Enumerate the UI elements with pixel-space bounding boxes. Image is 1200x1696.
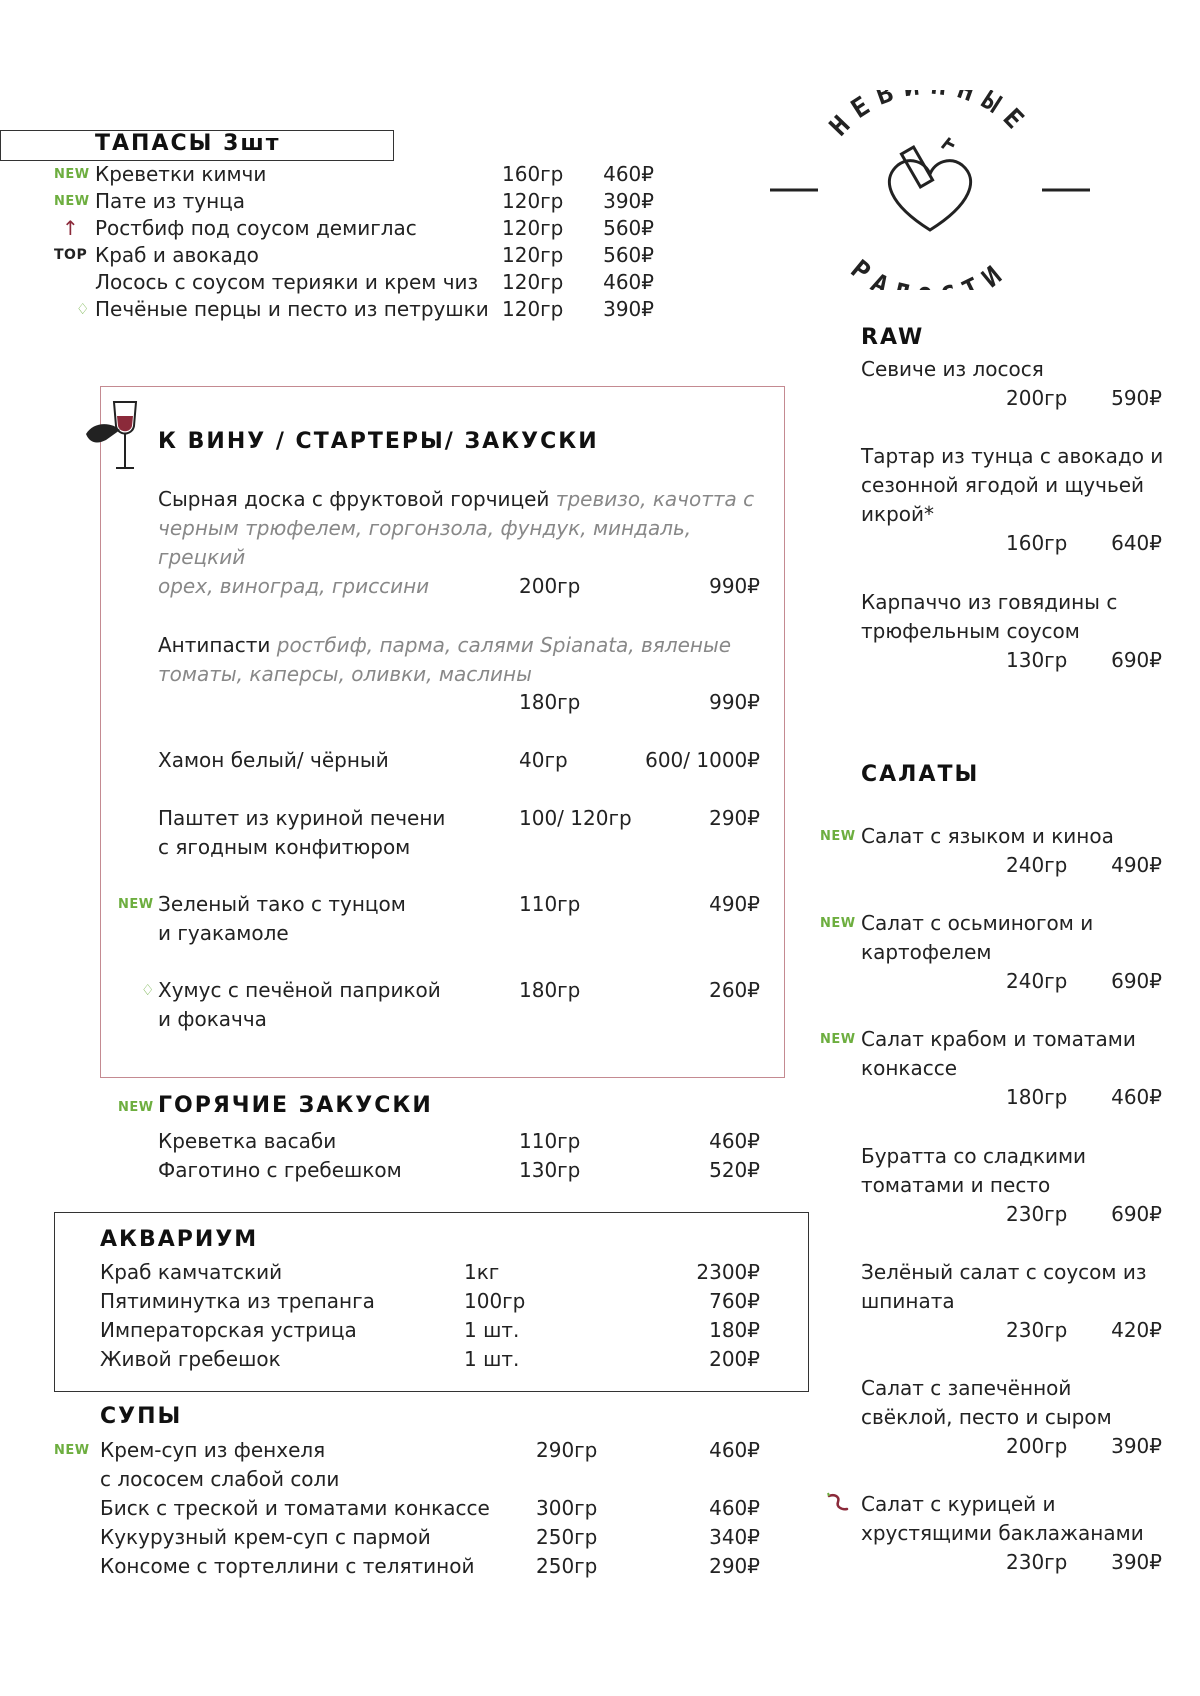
item-name: Пате из тунца (95, 189, 246, 213)
item-name: Зелёный салат с соусом из (861, 1260, 1147, 1284)
item-price: 560₽ (603, 243, 654, 267)
list-item (0, 1494, 770, 1523)
list-item (0, 1127, 770, 1156)
item-price: 390₽ (1111, 1550, 1162, 1574)
item-weight: 100/ 120гр (519, 806, 632, 830)
item-weight: 200гр (519, 574, 581, 598)
item-name: трюфельным соусом (861, 619, 1080, 643)
item-name: Салат с запечённой (861, 1376, 1072, 1400)
item-name: томатами и песто (861, 1173, 1051, 1197)
item-price: 460₽ (603, 162, 654, 186)
item-price: 690₽ (1111, 969, 1162, 993)
item-name: конкассе (861, 1056, 958, 1080)
item-weight: 180гр (1006, 1085, 1068, 1109)
item-description: ростбиф, парма, салями Spianata, вяленые (276, 633, 732, 657)
new-badge: NEW (118, 1100, 154, 1115)
list-item (0, 1345, 770, 1374)
item-name: Сырная доска с фруктовой горчицей (158, 487, 550, 511)
item-name: Креветка васаби (158, 1129, 337, 1153)
item-weight: 230гр (1006, 1318, 1068, 1342)
item-price: 390₽ (603, 297, 654, 321)
menu-item-hummus-line2 (0, 1005, 770, 1034)
item-name: Крем-суп из фенхеля (100, 1438, 326, 1462)
item-price: 460₽ (709, 1496, 760, 1520)
item-name: Краб и авокадо (95, 243, 259, 267)
item-name: Хамон белый/ чёрный (158, 748, 389, 772)
item-price: 2300₽ (696, 1260, 760, 1284)
menu-item-pate (0, 804, 770, 833)
raw-price-row (0, 529, 1170, 558)
item-weight: 230гр (1006, 1202, 1068, 1226)
item-weight: 130гр (1006, 648, 1068, 672)
item-name: икрой* (861, 502, 935, 526)
new-badge: NEW (820, 829, 856, 844)
item-price: 590₽ (1111, 386, 1162, 410)
raw-item (861, 588, 1117, 646)
logo-top-text: НЕВ НЫЕ (823, 90, 1037, 143)
item-price: 490₽ (1111, 853, 1162, 877)
item-weight: 120гр (502, 297, 564, 321)
item-weight: 230гр (1006, 1550, 1068, 1574)
item-price: 260₽ (709, 978, 760, 1002)
chili-icon (826, 1492, 850, 1519)
item-description: черным трюфелем, горгонзола, фундук, миндаль, грецкий (158, 516, 692, 569)
item-price: 990₽ (709, 574, 760, 598)
item-name: Паштет из куриной печени (158, 806, 446, 830)
item-name: Лосось с соусом терияки и крем чиз (95, 270, 479, 294)
item-name: шпината (861, 1289, 955, 1313)
item-name: Пятиминутка из трепанга (100, 1289, 375, 1313)
aquarium-title: АКВАРИУМ (100, 1227, 259, 1252)
item-price: 640₽ (1111, 531, 1162, 555)
raw-price-row (0, 384, 1170, 413)
item-price: 340₽ (709, 1525, 760, 1549)
item-price: 460₽ (709, 1129, 760, 1153)
item-name: Салат крабом и томатами (861, 1027, 1136, 1051)
item-price: 420₽ (1111, 1318, 1162, 1342)
item-weight: 110гр (519, 1129, 581, 1153)
item-price: 460₽ (603, 270, 654, 294)
item-name: Биск с треской и томатами конкассе (100, 1496, 490, 1520)
item-name: Печёные перцы и песто из петрушки (95, 297, 489, 321)
item-name: Карпаччо из говядины с (861, 590, 1118, 614)
item-name: Тартар из тунца с авокадо и (861, 444, 1164, 468)
item-description: орех, виноград, гриссини (158, 574, 430, 598)
item-name: Креветки кимчи (95, 162, 267, 186)
logo-graphic (770, 90, 1090, 290)
list-item (0, 1287, 770, 1316)
raw-title: RAW (861, 325, 925, 350)
item-name: картофелем (861, 940, 992, 964)
item-name: Салат с языком и киноа (861, 824, 1114, 848)
item-name: свёклой, песто и сыром (861, 1405, 1112, 1429)
item-weight: 100гр (464, 1289, 526, 1313)
item-weight: 120гр (502, 270, 564, 294)
item-weight: 1 шт. (464, 1318, 520, 1342)
item-weight: 200гр (1006, 386, 1068, 410)
list-item (0, 1465, 770, 1494)
item-price: 690₽ (1111, 648, 1162, 672)
item-price: 490₽ (709, 892, 760, 916)
list-item (0, 268, 700, 297)
item-weight: 110гр (519, 892, 581, 916)
item-name: Антипасти (158, 633, 271, 657)
item-weight: 130гр (519, 1158, 581, 1182)
soups-title: СУПЫ (100, 1404, 183, 1429)
item-price: 460₽ (1111, 1085, 1162, 1109)
item-weight: 1кг (464, 1260, 500, 1284)
item-name: Зеленый тако с тунцом (158, 892, 406, 916)
item-price: 690₽ (1111, 1202, 1162, 1226)
item-price: 290₽ (709, 1554, 760, 1578)
item-name: Ростбиф под соусом демиглас (95, 216, 417, 240)
item-description: томаты, каперсы, оливки, маслины (158, 662, 532, 686)
list-item (0, 1156, 770, 1185)
item-name: Императорская устрица (100, 1318, 357, 1342)
item-weight: 180гр (519, 978, 581, 1002)
item-name: Краб камчатский (100, 1260, 283, 1284)
leaf-icon: ♢ (141, 981, 155, 999)
item-weight: 200гр (1006, 1434, 1068, 1458)
item-price: 990₽ (709, 690, 760, 714)
item-price: 180₽ (709, 1318, 760, 1342)
hot-section-title: ГОРЯЧИЕ ЗАКУСКИ (158, 1093, 433, 1118)
item-weight: 250гр (536, 1554, 598, 1578)
item-price: 390₽ (1111, 1434, 1162, 1458)
item-name: и гуакамоле (158, 921, 289, 945)
item-name: Консоме с тортеллини с телятиной (100, 1554, 475, 1578)
item-name: с ягодным конфитюром (158, 835, 411, 859)
logo (770, 90, 1090, 290)
raw-price-row (0, 646, 1170, 675)
item-name: Буратта со сладкими (861, 1144, 1087, 1168)
list-item (0, 160, 700, 189)
item-name: Живой гребешок (100, 1347, 281, 1371)
svg-text:НЕВИННЫЕ (824, 90, 1036, 142)
item-weight: 240гр (1006, 969, 1068, 993)
item-weight: 120гр (502, 243, 564, 267)
item-weight: 180гр (519, 690, 581, 714)
new-badge: NEW (820, 916, 856, 931)
item-price: 290₽ (709, 806, 760, 830)
list-item (0, 241, 700, 270)
item-name: Хумус с печёной паприкой (158, 978, 441, 1002)
item-description: тревизо, качотта с (555, 487, 755, 511)
new-badge: NEW (820, 1032, 856, 1047)
menu-item-jamon (0, 746, 770, 775)
top-badge: TOP (54, 247, 88, 263)
list-item (0, 214, 700, 243)
item-weight: 300гр (536, 1496, 598, 1520)
new-badge: NEW (54, 1443, 90, 1458)
new-badge: NEW (54, 194, 90, 209)
item-price: 520₽ (709, 1158, 760, 1182)
list-item (0, 295, 700, 324)
list-item (0, 1258, 770, 1287)
item-weight: 120гр (502, 189, 564, 213)
item-weight: 250гр (536, 1525, 598, 1549)
item-price: 390₽ (603, 189, 654, 213)
new-badge: NEW (54, 167, 90, 182)
svg-text:РАДОСТИ (845, 255, 1016, 290)
item-name: с лососем слабой соли (100, 1467, 340, 1491)
item-name: Салат с курицей и (861, 1492, 1056, 1516)
item-name: хрустящими баклажанами (861, 1521, 1144, 1545)
item-name: Салат с осьминогом и (861, 911, 1094, 935)
antipasti-price-row (0, 688, 770, 717)
arrow-up-icon: ↑ (62, 216, 79, 240)
item-weight: 160гр (1006, 531, 1068, 555)
item-weight: 290гр (536, 1438, 598, 1462)
item-name: сезонной ягодой и щучьей (861, 473, 1145, 497)
list-item (0, 187, 700, 216)
item-price: 460₽ (709, 1438, 760, 1462)
raw-item (861, 442, 1163, 529)
item-price: 600/ 1000₽ (645, 748, 760, 772)
tapas-title: ТАПАСЫ 3шт (95, 131, 281, 156)
menu-item-taco-line2 (0, 919, 770, 948)
item-name: Севиче из лосося (861, 357, 1044, 381)
item-weight: 40гр (519, 748, 568, 772)
item-price: 560₽ (603, 216, 654, 240)
item-name: и фокачча (158, 1007, 267, 1031)
item-price: 760₽ (709, 1289, 760, 1313)
new-badge: NEW (118, 897, 154, 912)
item-name: Кукурузный крем-суп с пармой (100, 1525, 431, 1549)
item-price: 200₽ (709, 1347, 760, 1371)
item-weight: 240гр (1006, 853, 1068, 877)
wine-section-title: К ВИНУ / СТАРТЕРЫ/ ЗАКУСКИ (158, 429, 599, 454)
leaf-icon: ♢ (76, 300, 90, 318)
item-name: Фаготино с гребешком (158, 1158, 402, 1182)
salads-title: САЛАТЫ (861, 762, 980, 787)
menu-item-taco (0, 890, 770, 919)
raw-item (861, 355, 1044, 384)
item-weight: 160гр (502, 162, 564, 186)
item-weight: 120гр (502, 216, 564, 240)
item-weight: 1 шт. (464, 1347, 520, 1371)
logo-bottom-text: РА ТИ (844, 254, 1016, 290)
cheese-price-row (0, 572, 770, 601)
